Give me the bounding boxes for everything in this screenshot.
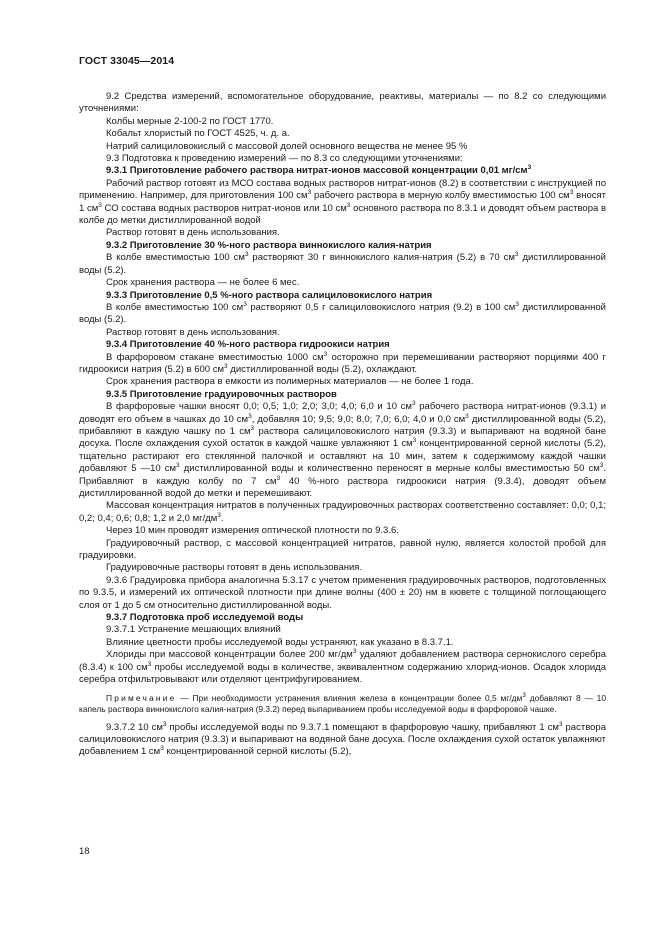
- heading-9-3-4: 9.3.4 Приготовление 40 %-ного раствора гидроокиси натрия: [106, 339, 390, 351]
- document-header: ГОСТ 33045—2014: [79, 55, 175, 67]
- paragraph-9-3-4: В фарфоровом стакане вместимостью 1000 $см^3$ осторожно при перемешивании растворяют порциями 400 г гидроокиси натрия (5.2) в 600 $см^3$ дистиллированной воды (5.2), охлаждают.: [79, 350, 606, 375]
- heading-9-3-1: 9.3.1 Приготовление рабочего раствора нитрат-ионов массовой концентрации 0,01 $мг/см^3$: [106, 164, 532, 177]
- paragraph-9-3-1: Рабочий раствор готовят из МСО состава водных растворов нитрат-ионов (8.2) в соответствии с инструкцией по применению. Например, для приготовления 100 $см^3$ рабочего раствора в мерную колбу вместимостью 100 $см^3$ вносят 1 $см^3$ СО состава водных растворов нитрат-ионов или 10 $см^3$ основного раствора по 8.3.1 и доводят объем раствора в колбе до метки дистиллированной водой: [79, 177, 606, 227]
- heading-9-3-3: 9.3.3 Приготовление 0,5 %-ного раствора салициловокислого натрия: [106, 289, 433, 301]
- list-item: Кобальт хлористый по ГОСТ 4525, ч. д. а.: [106, 128, 290, 140]
- paragraph-9-3-6: 9.3.6 Градуировка прибора аналогична 5.3.17 с учетом применения градуировочных растворов, подготовленных по 9.3.5, и измерений их оптической плотности при длине волны (400 ± 20) нм в кювете с толщиной поглощающего слоя от 1 до 5 см относительно дистиллированной воды.: [79, 574, 606, 611]
- note: Примечание — При необходимости устранения влияния железа в концентрации более 0,5 $мг/дм^3$ добавляют 8 — 10 капель раствора виннокислого калия-натрия (9.3.2) перед выпариванием пробы исследуемой воды в фарфоровой чашке.: [79, 691, 606, 714]
- section-9-2: 9.2 Средства измерений, вспомогательное оборудование, реактивы, материалы — по 8.2 со следующими уточнениями:: [79, 91, 606, 115]
- paragraph-9-3-5: В фарфоровые чашки вносят 0,0; 0,5; 1,0; 2,0; 3,0; 4,0; 6,0 и 10 $см^3$ рабочего раствора нитрат-ионов (9.3.1) и доводят его объем в чашках до 10 $см^3$, добавляя 10; 9,5; 9,0; 8,0; 7,0; 6,0; 4,0 и 0,0 $см^3$ дистиллированной воды (5.2), прибавляют в каждую чашку по 1 $см^3$ раствора салициловокислого натрия (9.3.3) и выпаривают на водяной бане досуха. После охлаждения сухой остаток в каждой чашке увлажняют 1 $см^3$ концентрированной серной кислоты (5.2), тщательно растирают его стеклянной палочкой и оставляют на 10 мин, затем к содержимому каждой чашки добавляют 5 —10 $см^3$ дистиллированной воды и количественно переносят в мерные колбы вместимостью 50 $см^3$. Прибавляют в каждую колбу по 7 $см^3$ 40 %-ного раствора гидроокиси натрия (9.3.4), доводят объем дистиллированной водой до метки и перемешивают.: [79, 400, 606, 499]
- paragraph: Массовая концентрация нитратов в полученных градуировочных растворах соответственно составляет: 0,0; 0,1; 0,2; 0,4; 0,6; 0,8; 1,2 и 2,0 $мг/дм^3$.: [79, 500, 606, 524]
- page-number: 18: [79, 846, 90, 857]
- paragraph: Градуировочные растворы готовят в день использования.: [106, 562, 363, 574]
- paragraph: Через 10 мин проводят измерения оптической плотности по 9.3.6.: [106, 525, 399, 537]
- paragraph: Влияние цветности пробы исследуемой воды устраняют, как указано в 8.3.7.1.: [106, 636, 454, 648]
- heading-9-3-7-1: 9.3.7.1 Устранение мешающих влияний: [106, 624, 281, 636]
- list-item: Колбы мерные 2-100-2 по ГОСТ 1770.: [106, 115, 274, 127]
- note-label: Примечание: [106, 692, 177, 703]
- heading-9-3-7: 9.3.7 Подготовка проб исследуемой воды: [106, 612, 304, 624]
- heading-9-3-5: 9.3.5 Приготовление градуировочных растворов: [106, 388, 337, 400]
- paragraph: Раствор готовят в день использования.: [106, 227, 280, 239]
- paragraph-9-3-2: В колбе вместимостью 100 $см^3$ растворяют 30 г виннокислого калия-натрия (5.2) в 70 $см^3$ дистиллированной воды (5.2).: [79, 251, 606, 276]
- paragraph: Срок хранения раствора — не более 6 мес.: [106, 277, 300, 289]
- document-body: [79, 91, 606, 759]
- paragraph-9-3-3: В колбе вместимостью 100 $см^3$ растворяют 0,5 г салициловокислого натрия (9.2) в 100 $см^3$ дистиллированной воды (5.2).: [79, 300, 606, 326]
- paragraph: Градуировочный раствор, с массовой концентрацией нитратов, равной нулю, является холостой пробой для градуировки.: [79, 537, 606, 562]
- paragraph: Срок хранения раствора в емкости из полимерных материалов — не более 1 года.: [106, 376, 474, 388]
- heading-9-3-2: 9.3.2 Приготовление 30 %-ного раствора виннокислого калия-натрия: [106, 239, 432, 251]
- paragraph: Раствор готовят в день использования.: [106, 326, 280, 338]
- section-9-3: 9.3 Подготовка к проведению измерений — по 8.3 со следующими уточнениями:: [106, 153, 463, 165]
- paragraph-9-3-7-2: 9.3.7.2 10 $см^3$ пробы исследуемой воды по 9.3.7.1 помещают в фарфоровую чашку, прибавляют 1 $см^3$ раствора салициловокислого натрия (9.3.3) и выпаривают на водяной бане досуха. После охлаждения сухой остаток увлажняют добавлением 1 $см^3$ концентрированной серной кислоты (5.2),: [79, 720, 606, 758]
- paragraph: Хлориды при массовой концентрации более 200 $мг/дм^3$ удаляют добавлением раствора сернокислого серебра (8.3.4) к 100 $см^3$ пробы исследуемой воды в количестве, эквивалентном содержанию хлорид-ионов. Осадок хлорида серебра отфильтровывают или отделяют центрифугированием.: [79, 648, 606, 686]
- list-item: Натрий салициловокислый с массовой долей основного вещества не менее 95 %: [106, 140, 468, 152]
